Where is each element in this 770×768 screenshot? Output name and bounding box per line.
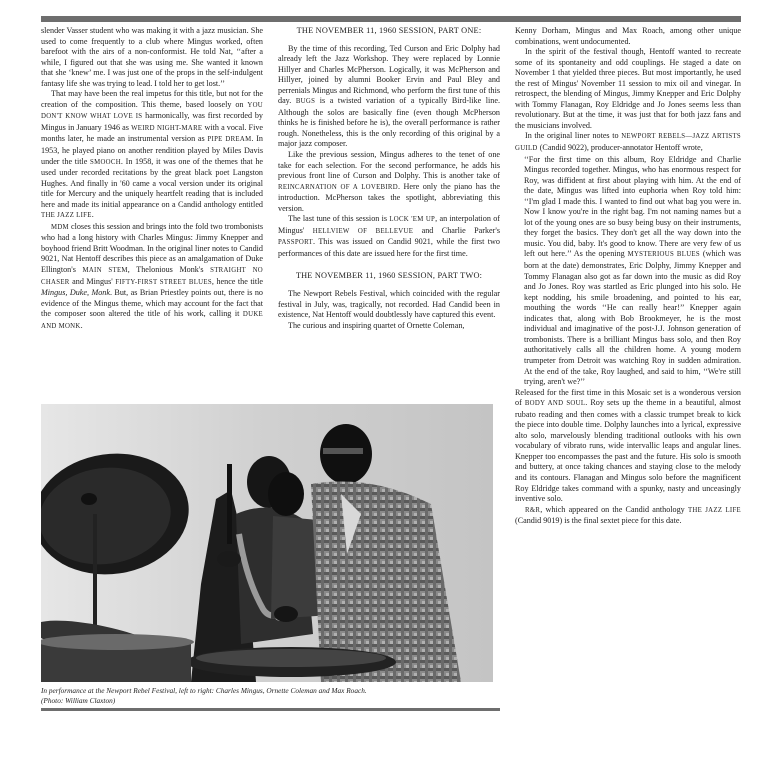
performance-photo [41, 404, 493, 682]
caption-text: In performance at the Newport Rebel Festival, left to right: Charles Mingus, Ornette Coleman and Max Roach. [41, 686, 367, 695]
col2-paragraph-5: The curious and inspiring quartet of Ornette Coleman, [288, 320, 465, 330]
col3-paragraph-4: Released for the first time in this Mosaic set is a wonderous version of BODY AND SOUL. Roy sets up the theme in a beautiful, almost rubato reading and then comes with a classic trumpet break to kick the piece into double time. Dolphy launches into a lyrical, expressive alto solo, marvelously blending traditional outlooks with his own vocabulary of vibrato runs, wide intervallic leaps and angular lines. Knepper too encompasses the past and the future. His solo is smooth and buttery, at once taking chances and staying close to the melody and its contours. Flanagan and Mingus solo before the magnificent Roy Eldridge takes command with a spunky, nasty and unceasingly inventive solo. [515, 387, 741, 504]
col3-paragraph-1: Kenny Dorham, Mingus and Max Roach, among other unique combinations, went undocumented. [515, 26, 741, 46]
top-rule [41, 16, 741, 22]
session-heading-part-two: THE NOVEMBER 11, 1960 SESSION, PART TWO: [295, 271, 483, 281]
col2-paragraph-3: The last tune of this session is LOCK 'EM UP, an interpolation of Mingus' HELLVIEW OF BELLEVUE and Charlie Parker's PASSPORT. This was issued on Candid 9021, while the first two performances of this date are issued here for the first time. [278, 214, 500, 258]
bottom-rule [41, 708, 500, 711]
text-column-middle [278, 26, 500, 331]
photo-credit: (Photo: William Claxton) [41, 695, 116, 705]
session-heading-part-one: THE NOVEMBER 11, 1960 SESSION, PART ONE: [296, 26, 482, 35]
photo-caption [41, 686, 493, 705]
text-column-right [515, 26, 741, 527]
col3-paragraph-2: In the spirit of the festival though, Hentoff wanted to recreate some of its spontaneity and odd couplings. He staged a date on November 1 that yielded three pieces. But most importantly, he used the rest of Mingus' November 11 session to mix oil and vinegar. In retrospect, the blending of Mingus, Jimmy Knepper and Eric Dolphy with Tommy Flanagan, Roy Eldridge and Jo Jones seems less than revolutionary. But at the time, it was just that for both jazz fans and the musicians involved. [515, 47, 741, 130]
hentoff-quote: ‘‘For the first time on this album, Roy Eldridge and Charlie Mingus recorded together. Mingus, who has enormous respect for Roy, was diffident at first about playing with him. At the end of the date, Mingus was lifted into euphoria when Roy told him: ‘‘I'm glad I made this. I wanted to find out what bag you were in. Now I know you're in the right bag. I'm not naming names but a lot of the young ones are so busy being busy on their instruments, they forget the basics. They don't get all the way down into the music. You did, baby. It's good to know. There are very few of us left out here.’’ As the opening MYSTERIOUS BLUES (which was born at the date) demonstrates, Eric Dolphy, Jimmy Knepper and Tommy Flanagan also got as far down into the music as did Roy and Jo Jones. Roy was startled as Eric plunged into his solo. He kept nodding, his smile broadening, and pointed to his ear, mouthing the words ‘‘He can really hear!’’ Knepper again indicates that, along with Bob Brookmeyer, he is the most individual and imaginative of the post-J.J. Johnson generation of trombonists. There is a brilliant Mingus bass solo, and then Roy authoritatively calls all the children home. A young modern trumpeter from Detroit was watching Roy in sudden admiration. At the end of the take, Roy laughed, and said to him, ‘‘We're still trying, aren't we?’’ [524, 154, 741, 387]
text-column-left [41, 26, 263, 332]
col3-paragraph-5: R&R, which appeared on the Candid anthology THE JAZZ LIFE (Candid 9019) is the final sextet piece for this date. [515, 504, 741, 526]
col2-paragraph-1: By the time of this recording, Ted Curson and Eric Dolphy had already left the Jazz Workshop. They were replaced by Lonnie Hillyer and Charles McPherson. Logically, it was McPherson and Hillyer, joined by alumni Booker Ervin and Paul Bley and perrenials Mingus and Richmond, who perform the first tune of this day. BUGS is a twisted variation of a typically Bird-like line. Although the solos are basically fine (even though McPherson thinks he is finished before he is), the overall performance is rather rough. Nonetheless, this is the only recording of this original by a major jazz composer. [278, 43, 501, 149]
col1-paragraph-1: slender Vasser student who was making it with a jazz musician. She used to come frequently to a club where Mingus worked, often barefoot with the airs of a non-conformist. He told Nat, ‘‘after a while, I figured out that she was using me. She wanted it known that she ‘knew’ me. I was just one of the props in the self-indulgent fantasy life she was trying to lead. I told her to get lost.’’ [41, 26, 263, 88]
col3-paragraph-3: In the original liner notes to NEWPORT REBELS—JAZZ ARTISTS GUILD (Candid 9022), producer-annotator Hentoff wrote, [515, 131, 742, 153]
col2-paragraph-2: Like the previous session, Mingus adheres to the tenet of one take for each selection. For the second performance, he adds his previous front line of Curson and Dolphy. This is another take of REINCARNATION OF A LOVEBIRD. Here only the piano has the introduction. McPherson takes the spotlight, abbreviating this version. [278, 150, 500, 213]
col2-paragraph-4: The Newport Rebels Festival, which coincided with the regular festival in July, was, tragically, not recorded. Had Candid been in existence, Nat Hentoff would doubtlessly have captured this event. [278, 289, 500, 320]
photo-illustration [41, 404, 493, 682]
col1-paragraph-2: That may have been the real impetus for this title, but not for the creation of the composition. This theme, based loosely on YOU DON'T KNOW WHAT LOVE IS harmonically, was first recorded by Mingus in January 1946 as WEIRD NIGHT-MARE with a vocal. Five months later, he made an instrumental version as PIPE DREAM. In 1953, he played piano on another rendition played by Miles Davis under the title SMOOCH. In 1958, it was one of the themes that he used under recorded recitations by the great black poet Langston Hughes. And finally in '60 came a vocal version under its original title for Mercury and the uniquely heartfelt reading that is included here and made its initial appearance on a Candid anthology entitled THE JAZZ LIFE. [41, 89, 264, 220]
col1-paragraph-3: MDM closes this session and brings into the fold two trombonists who had a long history with Charles Mingus: Jimmy Knepper and boyhood friend Britt Woodman. In the original liner notes to Candid 9021, Nat Hentoff describes this piece as an amalgamation of Duke Ellington's MAIN STEM, Thelonious Monk's STRAIGHT NO CHASER and Mingus' FIFTY-FIRST STREET BLUES, hence the title Mingus, Duke, Monk. But, as Brian Priestley points out, there is no evidence of the Mingus theme, which may account for the fact that the composer soon altered the title of his work, calling it DUKE AND MONK. [41, 221, 264, 330]
